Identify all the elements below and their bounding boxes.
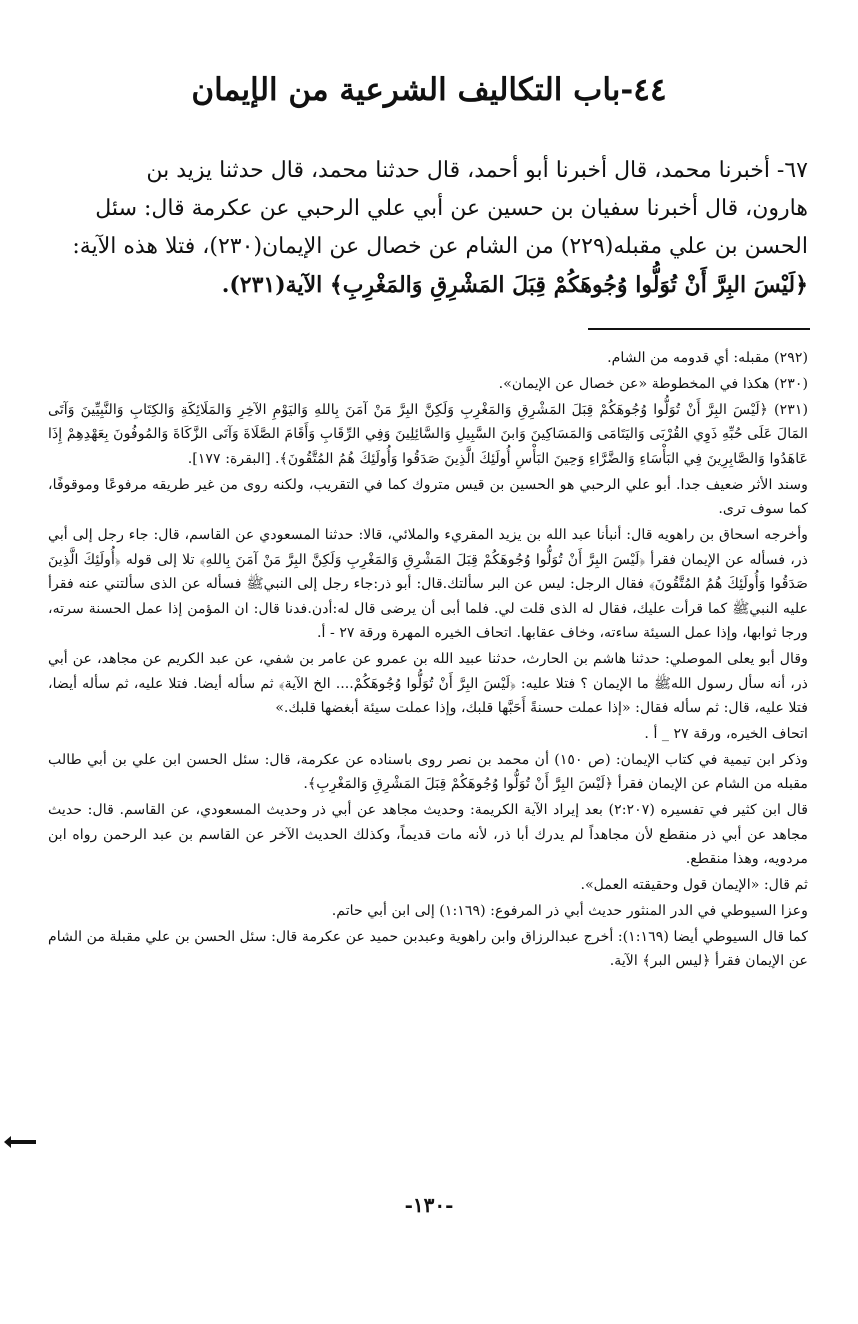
hadith-text — [33, 152, 808, 304]
footnote-paragraph: كما قال السيوطي أيضا (١:١٦٩): أخرج عبدالرزاق وابن راهوية وعبدبن حميد عن عكرمة قال: سئل الحسن بن علي مقبلة من الشام عن الإيمان فقرأ ﴿ليس البر﴾ الآية. — [48, 928, 808, 970]
hadith-line: الحسن بن علي مقبله(٢٢٩) من الشام عن خصال عن الإيمان(٢٣٠)، فتلا هذه الآية: — [72, 234, 808, 259]
margin-arrow-icon — [8, 1140, 36, 1144]
footnote-paragraph: وقال أبو يعلى الموصلي: حدثنا هاشم بن الحارث، حدثنا عبيد الله بن عمرو عن عامر بن شفي، عن عبد الكريم عن مجاهد، عن أبي ذر، أنه سأل رسول اللهﷺ ما الإيمان ؟ فتلا عليه: ﴿لَيْسَ البِرَّ أَنْ تُوَلُّوا وُجُوهَكُمْ.... الخ الآية﴾ ثم سأله أيضا. فتلا عليه، ثم سأله أيضا، فتلا عليه، قال: ثم سأله فقال: «إذا عملت حسنةً أَحَبَّها قلبك، وإذا عملت سيئة أبغضها قلبك.» — [48, 651, 808, 717]
hadith-line: ٦٧- أخبرنا محمد، قال أخبرنا أبو أحمد، قال حدثنا محمد، قال حدثنا يزيد بن — [146, 158, 808, 183]
footnote-paragraph: اتحاف الخيره، ورقة ٢٧ _ أ . — [644, 726, 808, 743]
footnote: (٢٣١) ﴿لَيْسَ البِرَّ أَنْ تُوَلُّوا وُجُوهَكُمْ قِبَلَ المَشْرِقِ وَالمَغْرِبِ وَلَكِنَّ البِرَّ مَنْ آمَنَ بِاللهِ وَاليَوْمِ الآخِرِ وَالمَلَائِكَةِ وَالكِتَابِ وَالنَّبِيِّينَ وَآتَى المَالَ عَلَى حُبِّهِ ذَوِي القُرْبَى وَاليَتَامَى وَالمَسَاكِينَ وَابنَ السَّبِيلِ وَالسَّائِلِينَ وَفِي الرِّقَابِ وَأَقَامَ الصَّلَاةَ وَآتَى الزَّكَاةَ وَالمُوفُونَ بِعَهْدِهِمْ إِذَا عَاهَدُوا وَالصَّابِرِينَ فِي البَأْسَاءِ وَالضَّرَّاءِ وَحِينَ البَأْسِ أُولَئِكَ الَّذِينَ صَدَقُوا وَأُولَئِكَ هُمُ المُتَّقُونَ﴾. [البقرة: ١٧٧]. — [48, 401, 808, 467]
hadith-line: ﴿لَيْسَ البِرَّ أَنْ تُوَلُّوا وُجُوهَكُمْ قِبَلَ المَشْرِقِ وَالمَغْرِبِ﴾ الآية(٢٣١). — [221, 272, 808, 298]
page-number: -١٣٠- — [404, 1193, 454, 1217]
footnote: (٢٩٢) مقبله: أي قدومه من الشام. — [607, 350, 808, 366]
footnote-paragraph: وأخرجه اسحاق بن راهويه قال: أنبأنا عبد الله بن يزيد المقريء والملائي، قالا: حدثنا المسعودي عن القاسم، قال: جاء رجل إلى أبي ذر، فسأله عن الإيمان فقرأ ﴿لَيْسَ البِرَّ أَنْ تُوَلُّوا وُجُوهَكُمْ قِبَلَ المَشْرِقِ وَالمَغْرِبِ وَلَكِنَّ البِرَّ مَنْ آمَنَ بِاللهِ﴾ تلا إلى قوله ﴿أُولَئِكَ الَّذِينَ صَدَقُوا وَأُولَئِكَ هُمُ المُتَّقُونَ﴾ فقال الرجل: ليس عن البر سألتك.قال: أبو ذر:جاء رجل إلى النبيﷺ فسأله عن الذى سألتني عنه فقرأ عليه النبيﷺ كما قرأت عليك، فقال له الذى قلت لي. فلما أبى أن يرضى قال له:أدن.فدنا قال: ان المؤمن إذا عمل الحسنة سرته، ورجا ثوابها، وإذا عمل السيئة ساءته، وخاف عقابها. اتحاف الخيره المهرة ورقة ٢٧ - أ. — [48, 526, 808, 642]
footnote: (٢٣٠) هكذا في المخطوطة «عن خصال عن الإيمان». — [498, 375, 808, 392]
footnote-paragraph: وسند الأثر ضعيف جدا. أبو علي الرحبي هو الحسين بن قيس متروك كما في التقريب، ولكنه روى من غير طريقه مرفوعًا وموقوفًا، كما سوف ترى. — [48, 476, 808, 518]
footnote-paragraph: ثم قال: «الإيمان قول وحقيقته العمل». — [580, 877, 808, 894]
footnote-divider — [588, 328, 810, 330]
footnote-paragraph: قال ابن كثير في تفسيره (٢:٢٠٧) بعد إيراد الآية الكريمة: وحديث مجاهد عن أبي ذر وحديث المسعودي، عن القاسم. قال: حديث مجاهد عن أبي ذر منقطع لأن مجاهداً لم يدرك أبا ذر، لأنه مات قديماً، وكذلك الحديث الآخر عن القاسم بن عبد الرحمن رواه ابن مردويه، وهذا منقطع. — [48, 802, 808, 868]
footnote-paragraph: وعزا السيوطي في الدر المنثور حديث أبي ذر المرفوع: (١:١٦٩) إلى ابن أبي حاتم. — [331, 902, 808, 919]
footnote-paragraph: وذكر ابن تيمية في كتاب الإيمان: (ص ١٥٠) أن محمد بن نصر روى باسناده عن عكرمة، قال: سئل الحسن ابن علي بن أبي طالب مقبله من الشام عن الإيمان فقرأ ﴿لَيْسَ البِرَّ أَنْ تُوَلُّوا وُجُوهَكُمْ قِبَلَ المَشْرِقِ وَالمَغْرِبِ﴾. — [48, 751, 808, 793]
hadith-line: هارون، قال أخبرنا سفيان بن حسين عن أبي علي الرحبي عن عكرمة قال: سئل — [95, 196, 808, 221]
chapter-title: ٤٤-باب التكاليف الشرعية من الإيمان — [191, 72, 667, 108]
footnotes — [48, 346, 808, 975]
